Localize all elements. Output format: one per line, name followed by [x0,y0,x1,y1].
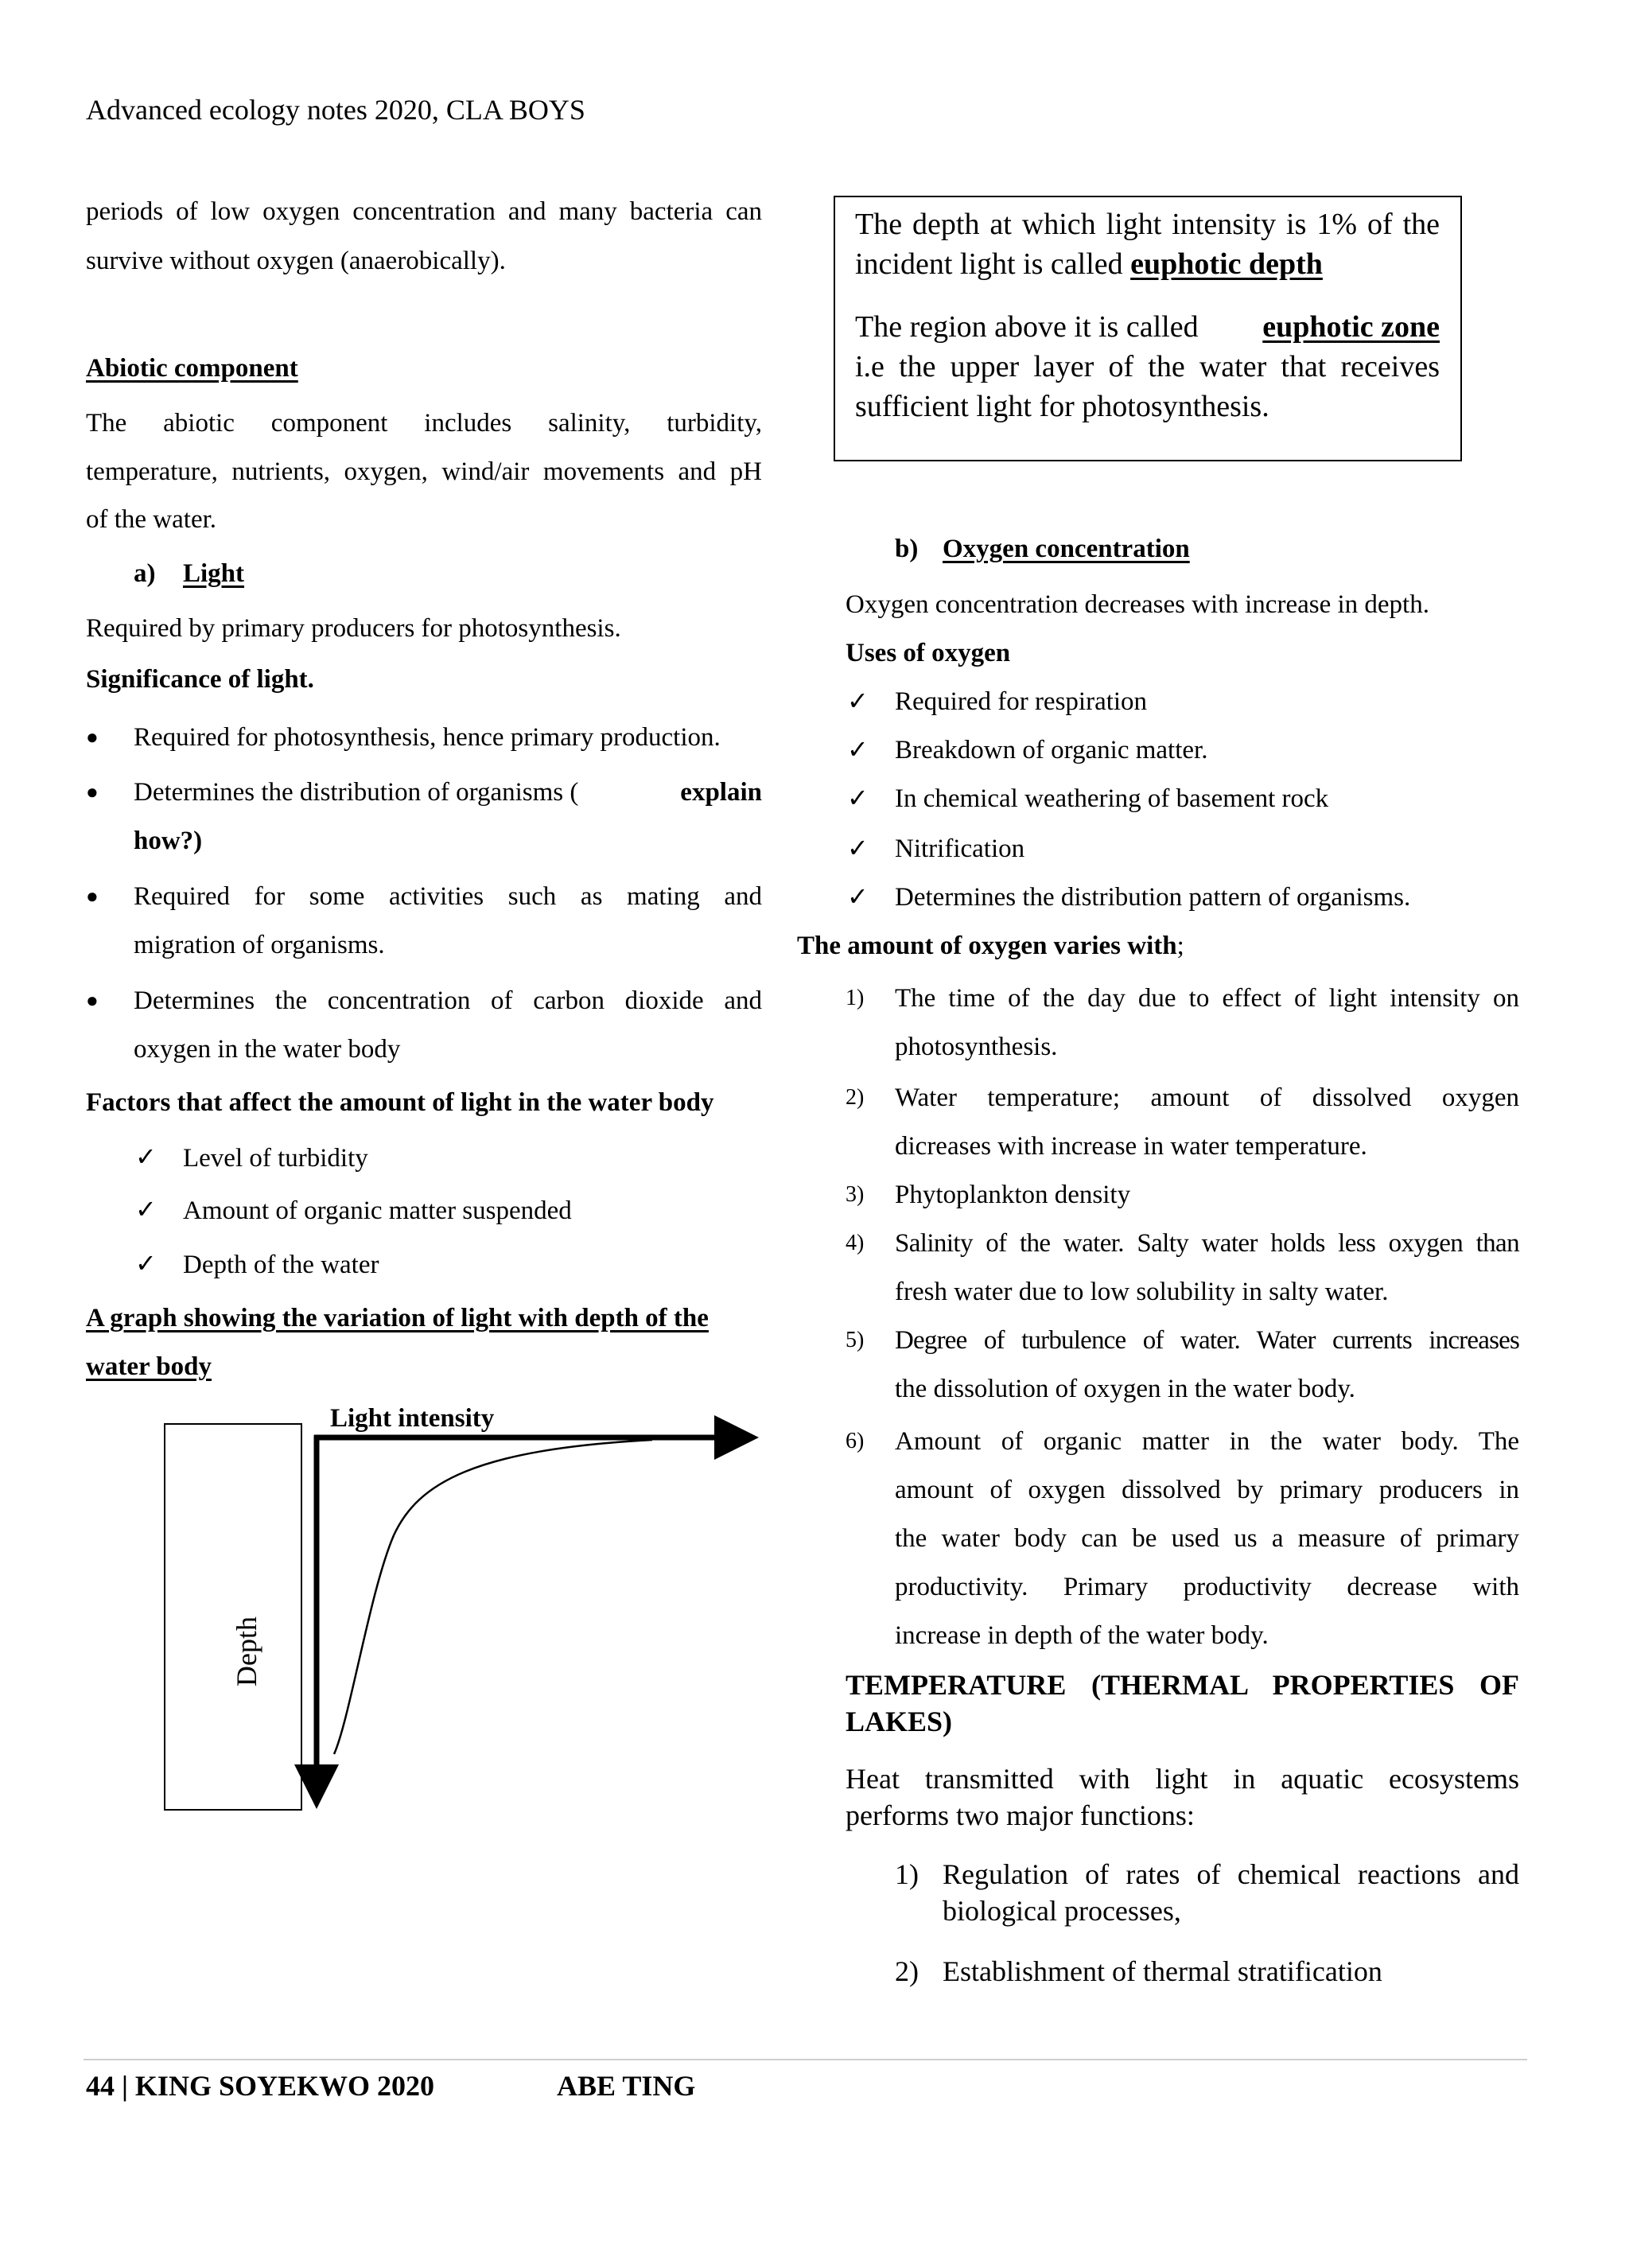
factor-item: Amount of organic matter suspended [183,1196,572,1225]
function-item: Establishment of thermal stratification [943,1955,1382,1987]
list-number: 1) [895,1858,919,1890]
varies-item: Phytoplankton density [895,1181,1131,1209]
bullet-icon: ● [86,726,99,749]
abiotic-line-1: The abiotic component includes salinity, turbidity, [86,409,762,438]
checkmark-icon: ✓ [135,1194,157,1224]
oxygen-text: Oxygen concentration decreases with increase in depth. [846,590,1429,619]
abiotic-heading: Abiotic component [86,354,298,383]
varies-item-cont: the dissolution of oxygen in the water body. [895,1375,1355,1403]
significance-item-emphasis: explain [680,778,762,807]
function-item-cont: biological processes, [943,1895,1181,1927]
light-label: a) [134,559,156,588]
graph-caption-line-2: water body [86,1352,212,1381]
light-heading: Light [183,559,245,588]
varies-item: Water temperature; amount of dissolved oxygen [895,1083,1519,1112]
footer-author: ABE TING [557,2070,696,2102]
varies-item-cont: photosynthesis. [895,1033,1058,1061]
heat-text-line-2: performs two major functions: [846,1799,1195,1831]
list-number: 2) [895,1955,919,1987]
factor-item: Depth of the water [183,1251,379,1279]
varies-item-cont: the water body can be used us a measure of primary [895,1524,1519,1553]
abiotic-line-3: of the water. [86,505,217,534]
footer-page-info: 44 | KING SOYEKWO 2020 [86,2070,434,2102]
checkmark-icon: ✓ [847,734,869,764]
box-line-1: The depth at which light intensity is 1% of the [855,208,1440,241]
varies-item: Amount of organic matter in the water body. The [895,1427,1519,1456]
varies-item-cont: fresh water due to low solubility in salty water. [895,1278,1389,1306]
list-number: 3) [846,1182,865,1207]
euphotic-zone-term: euphotic zone [1262,310,1440,344]
abiotic-line-2: temperature, nutrients, oxygen, wind/air movements and pH [86,457,762,486]
bullet-icon: ● [86,989,99,1012]
varies-item-cont: amount of oxygen dissolved by primary producers in [895,1476,1519,1504]
use-item: Required for respiration [895,687,1148,716]
significance-heading: Significance of light. [86,665,314,694]
list-number: 1) [846,986,865,1010]
significance-item-cont: oxygen in the water body [134,1035,401,1064]
box-line-3: The region above it is called euphotic zone [855,307,1440,347]
checkmark-icon: ✓ [135,1142,157,1172]
temperature-heading-line-2: LAKES) [846,1706,953,1737]
list-number: 6) [846,1429,865,1453]
varies-item-cont: dicreases with increase in water temperature. [895,1132,1367,1161]
uses-heading: Uses of oxygen [846,639,1011,667]
factors-heading: Factors that affect the amount of light in the water body [86,1088,714,1117]
use-item: In chemical weathering of basement rock [895,784,1329,813]
checkmark-icon: ✓ [847,833,869,863]
intro-line-1: periods of low oxygen concentration and many bacteria can [86,197,762,226]
checkmark-icon: ✓ [847,686,869,716]
use-item: Breakdown of organic matter. [895,736,1208,764]
y-axis-label: Depth [231,1616,262,1686]
significance-item: Required for some activities such as mating and [134,882,762,911]
list-number: 5) [846,1328,865,1352]
light-text: Required by primary producers for photosynthesis. [86,614,621,643]
varies-item: Degree of turbulence of water. Water currents increases [895,1326,1519,1355]
x-axis-label: Light intensity [330,1404,495,1433]
running-header: Advanced ecology notes 2020, CLA BOYS [86,94,585,126]
use-item: Determines the distribution pattern of organisms. [895,883,1411,912]
box-line-5: sufficient light for photosynthesis. [855,390,1269,423]
varies-item-cont: productivity. Primary productivity decrease with [895,1573,1519,1601]
heat-text-line-1: Heat transmitted with light in aquatic ecosystems [846,1763,1519,1795]
list-number: 4) [846,1231,865,1255]
use-item: Nitrification [895,834,1025,863]
bullet-icon: ● [86,780,99,803]
euphotic-depth-term: euphotic depth [1130,247,1323,281]
box-line-4: i.e the upper layer of the water that receives [855,350,1440,383]
varies-item: The time of the day due to effect of light intensity on [895,984,1519,1013]
varies-item-cont: increase in depth of the water body. [895,1621,1269,1650]
light-curve [334,1440,652,1754]
box-line-2: incident light is called euphotic depth [855,247,1323,281]
significance-item: Determines the concentration of carbon dioxide and [134,986,762,1015]
significance-item-cont: migration of organisms. [134,931,385,959]
oxygen-heading: Oxygen concentration [943,535,1190,563]
significance-item-cont: how?) [134,827,203,855]
light-depth-graph [155,1400,776,1822]
footer-divider [84,2059,1527,2060]
graph-caption-line-1: A graph showing the variation of light with depth of the [86,1304,709,1332]
varies-item: Salinity of the water. Salty water holds less oxygen than [895,1229,1519,1258]
oxygen-label: b) [895,535,919,563]
checkmark-icon: ✓ [135,1248,157,1278]
bullet-icon: ● [86,885,99,908]
significance-item: Required for photosynthesis, hence primary production. [134,723,721,752]
intro-line-2: survive without oxygen (anaerobically). [86,247,506,275]
function-item: Regulation of rates of chemical reactions and [943,1858,1519,1890]
factor-item: Level of turbidity [183,1144,368,1173]
list-number: 2) [846,1085,865,1110]
checkmark-icon: ✓ [847,783,869,813]
significance-item [134,776,762,808]
varies-heading: The amount of oxygen varies with; [797,932,1184,960]
significance-item-text: Determines the distribution of organisms ( [134,778,579,807]
temperature-heading-line-1: TEMPERATURE (THERMAL PROPERTIES OF [846,1669,1519,1701]
checkmark-icon: ✓ [847,881,869,912]
